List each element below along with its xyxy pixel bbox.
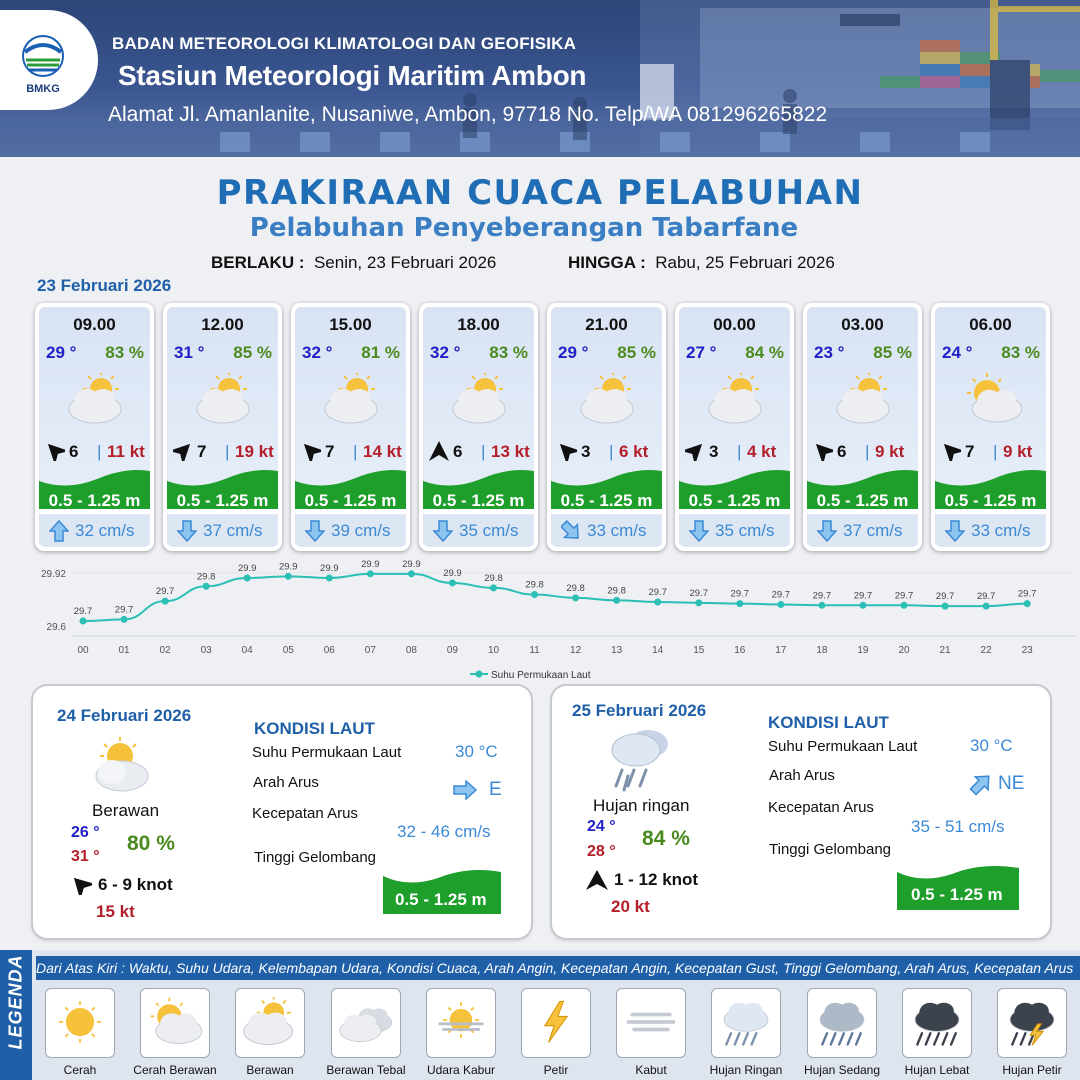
- card-body: [423, 307, 534, 509]
- day24-humidity: 80 %: [127, 832, 175, 855]
- cerah-icon: [45, 988, 115, 1058]
- card-body: [679, 307, 790, 509]
- forecast-card: [547, 303, 666, 551]
- card-separator: |: [737, 442, 742, 461]
- day24-tmax: 31 °: [71, 848, 100, 865]
- card-body: [551, 307, 662, 509]
- legend-label: Suhu Permukaan Laut: [491, 670, 591, 681]
- card-current: [935, 514, 1046, 547]
- card-wave-height: 0.5 - 1.25 m: [944, 491, 1037, 509]
- bmkg-logo: [18, 34, 68, 94]
- card-time: 12.00: [201, 315, 244, 334]
- day24-condition: Berawan: [92, 801, 160, 820]
- day24-date: 24 Februari 2026: [57, 706, 192, 725]
- card-time: 09.00: [73, 315, 116, 334]
- card-current-speed: 35 cm/s: [715, 521, 775, 540]
- station-name: Stasiun Meteorologi Maritim Ambon: [118, 60, 587, 91]
- card-time: 15.00: [329, 315, 372, 334]
- card-gust: 11 kt: [107, 442, 145, 461]
- wind-direction-icon: [586, 870, 608, 890]
- data-point: [777, 601, 784, 608]
- data-label: 29.7: [853, 590, 873, 602]
- forecast-card: [291, 303, 410, 551]
- card-gust: 19 kt: [235, 442, 274, 461]
- legend-label: Berawan: [246, 1063, 294, 1077]
- day24-curdir-label: Arah Arus: [253, 774, 319, 791]
- y-tick-label: 29.92: [40, 569, 66, 580]
- card-time: 06.00: [969, 315, 1012, 334]
- card-current-speed: 35 cm/s: [459, 521, 519, 540]
- data-point: [244, 574, 251, 581]
- valid-to-value: Rabu, 25 Februari 2026: [655, 253, 835, 272]
- x-tick-label: 04: [241, 645, 253, 656]
- card-separator: |: [993, 442, 998, 461]
- data-point: [983, 603, 990, 610]
- petir-icon: [521, 988, 591, 1058]
- card-temperature: 27 °: [686, 343, 717, 362]
- berawan-icon: [449, 373, 513, 425]
- card-temperature: 23 °: [814, 343, 845, 362]
- day25-curdir: NE: [998, 773, 1025, 794]
- kabut-icon: [616, 988, 686, 1058]
- day24-curspeed: 32 - 46 cm/s: [397, 822, 491, 841]
- card-wind-speed: 6: [69, 442, 79, 461]
- day25-curdir-label: Arah Arus: [769, 767, 835, 784]
- x-tick-label: 08: [405, 645, 417, 656]
- x-tick-label: 16: [734, 645, 746, 656]
- day25-wave: 0.5 - 1.25 m: [911, 885, 1003, 904]
- logo-text: BMKG: [26, 83, 60, 94]
- day24-sst: 30 °C: [455, 742, 498, 761]
- hujan-petir-icon: [997, 988, 1067, 1058]
- hujan-ringan-icon: [711, 988, 781, 1058]
- data-point: [449, 579, 456, 586]
- card-current: [551, 514, 662, 547]
- x-tick-label: 15: [693, 645, 705, 656]
- data-point: [654, 598, 661, 605]
- data-point: [901, 602, 908, 609]
- data-label: 29.7: [730, 588, 750, 600]
- card-temperature: 32 °: [430, 343, 461, 362]
- day25-humidity: 84 %: [642, 827, 690, 850]
- card-gust: 13 kt: [491, 442, 530, 461]
- day25-sst: 30 °C: [970, 736, 1013, 755]
- data-label: 29.7: [935, 591, 955, 603]
- station-address: Alamat Jl. Amanlanite, Nusaniwe, Ambon, 97718 No. Telp/WA 081296265822: [108, 103, 828, 126]
- data-point: [121, 616, 128, 623]
- day24-wave-label: Tinggi Gelombang: [254, 849, 377, 866]
- x-tick-label: 14: [652, 645, 664, 656]
- card-humidity: 83 %: [105, 343, 144, 362]
- data-point: [203, 583, 210, 590]
- current-direction-icon: [967, 770, 995, 798]
- port-name: Pelabuhan Penyeberangan Tabarfane: [249, 213, 799, 243]
- x-tick-label: 17: [775, 645, 787, 656]
- data-point: [695, 599, 702, 606]
- cloudy-icon: [90, 736, 152, 794]
- card-time: 18.00: [457, 315, 500, 334]
- data-label: 29.9: [237, 562, 257, 574]
- x-tick-label: 13: [611, 645, 623, 656]
- card-body: [167, 307, 278, 509]
- valid-to-label: HINGGA :: [568, 253, 646, 272]
- data-point: [613, 597, 620, 604]
- data-label: 29.9: [361, 560, 380, 570]
- data-label: 29.7: [976, 591, 996, 603]
- card-gust: 4 kt: [747, 442, 777, 461]
- data-label: 29.7: [155, 586, 175, 598]
- card-current: [167, 514, 278, 547]
- data-label: 29.9: [443, 567, 462, 579]
- data-point: [408, 570, 415, 577]
- data-label: 29.8: [525, 579, 544, 591]
- card-wave-height: 0.5 - 1.25 m: [304, 491, 397, 509]
- x-tick-label: 03: [200, 645, 212, 656]
- data-label: 29.9: [402, 560, 421, 570]
- down-arrow-icon: [433, 520, 453, 542]
- forecast-card: [35, 303, 154, 551]
- card-wind-speed: 6: [453, 442, 463, 461]
- down-arrow-icon: [177, 520, 197, 542]
- card-separator: |: [481, 442, 486, 461]
- down-right-arrow-icon: [561, 520, 581, 542]
- card-wave-height: 0.5 - 1.25 m: [688, 491, 781, 509]
- sst-chart: [30, 560, 1080, 685]
- x-tick-label: 18: [816, 645, 828, 656]
- x-tick-label: 05: [282, 645, 294, 656]
- down-arrow-icon: [817, 520, 837, 542]
- cerah-berawan-icon: [140, 988, 210, 1058]
- light-rain-icon: [606, 724, 676, 794]
- card-gust: 9 kt: [1003, 442, 1033, 461]
- wind-direction-icon: [941, 441, 961, 461]
- down-arrow-icon: [689, 520, 709, 542]
- day24-wind: 6 - 9 knot: [98, 875, 173, 894]
- berawan-icon: [235, 988, 305, 1058]
- x-tick-label: 19: [857, 645, 869, 656]
- x-tick-label: 06: [323, 645, 335, 656]
- card-humidity: 81 %: [361, 343, 400, 362]
- card-wind-speed: 6: [837, 442, 847, 461]
- data-label: 29.8: [607, 585, 626, 597]
- data-point: [736, 600, 743, 607]
- data-point: [367, 570, 374, 577]
- x-tick-label: 09: [446, 645, 459, 656]
- card-humidity: 85 %: [617, 343, 656, 362]
- page-title: PRAKIRAAN CUACA PELABUHAN: [216, 173, 864, 213]
- card-current: [423, 514, 534, 547]
- day24-wave: 0.5 - 1.25 m: [395, 890, 487, 909]
- day24-tmin: 26 °: [71, 824, 100, 841]
- card-temperature: 32 °: [302, 343, 333, 362]
- card-wave-height: 0.5 - 1.25 m: [176, 491, 269, 509]
- card-separator: |: [865, 442, 870, 461]
- legend-label: Hujan Lebat: [904, 1063, 970, 1077]
- day25-wave-label: Tinggi Gelombang: [769, 841, 892, 858]
- wind-direction-icon: [173, 441, 193, 461]
- day25-tmax: 28 °: [587, 843, 616, 860]
- x-tick-label: 02: [159, 645, 171, 656]
- data-point: [285, 573, 292, 580]
- legend-label: Cerah Berawan: [133, 1063, 217, 1077]
- card-gust: 6 kt: [619, 442, 649, 461]
- data-label: 29.7: [689, 587, 708, 599]
- x-tick-label: 01: [118, 645, 130, 656]
- card-gust: 9 kt: [875, 442, 905, 461]
- down-arrow-icon: [305, 520, 325, 542]
- data-label: 29.7: [648, 586, 667, 598]
- card-gust: 14 kt: [363, 442, 402, 461]
- day25-gust: 20 kt: [611, 897, 650, 916]
- card-humidity: 85 %: [873, 343, 912, 362]
- legend-description: Dari Atas Kiri : Waktu, Suhu Udara, Kelembapan Udara, Kondisi Cuaca, Arah Angin, Kecepatan Angin, Kecepatan Gust, Tinggi Gelombang, Arah Arus, Kecepatan Arus: [36, 956, 1080, 980]
- data-point: [326, 574, 333, 581]
- data-point: [162, 598, 169, 605]
- x-tick-label: 07: [364, 645, 376, 656]
- wind-direction-icon: [813, 441, 833, 461]
- data-label: 29.8: [196, 571, 216, 583]
- series-line: [83, 574, 1027, 621]
- data-label: 29.7: [812, 590, 832, 602]
- card-wind-speed: 3: [581, 442, 591, 461]
- wind-direction-icon: [45, 441, 65, 461]
- day25-tmin: 24 °: [587, 818, 616, 835]
- current-direction-icon: [452, 780, 480, 800]
- card-current-speed: 33 cm/s: [971, 521, 1031, 540]
- udara-kabur-icon: [426, 988, 496, 1058]
- card-current: [807, 514, 918, 547]
- day25-kondisi-title: KONDISI LAUT: [768, 713, 889, 732]
- card-temperature: 31 °: [174, 343, 205, 362]
- data-point: [818, 602, 825, 609]
- forecast-card: [675, 303, 794, 551]
- wind-direction-icon: [70, 875, 92, 895]
- card-humidity: 84 %: [745, 343, 784, 362]
- data-label: 29.7: [1017, 588, 1037, 600]
- berawan-icon: [193, 373, 257, 425]
- day25-date: 25 Februari 2026: [572, 701, 707, 720]
- data-label: 29.8: [484, 572, 503, 584]
- card-wave-height: 0.5 - 1.25 m: [816, 491, 909, 509]
- valid-from-value: Senin, 23 Februari 2026: [313, 253, 497, 272]
- card-temperature: 24 °: [942, 343, 973, 362]
- legend-label: Hujan Sedang: [803, 1063, 881, 1077]
- forecast-card: [931, 303, 1050, 551]
- berawan-icon: [705, 373, 769, 425]
- data-label: 29.7: [73, 606, 93, 618]
- hujan-lebat-icon: [902, 988, 972, 1058]
- data-label: 29.8: [566, 582, 585, 594]
- data-point: [80, 618, 87, 625]
- day24-curspeed-label: Kecepatan Arus: [252, 805, 358, 822]
- org-name: BADAN METEOROLOGI KLIMATOLOGI DAN GEOFISIKA: [112, 34, 577, 53]
- data-label: 29.7: [114, 604, 134, 616]
- day25-sst-label: Suhu Permukaan Laut: [768, 738, 918, 755]
- legend-label: Kabut: [635, 1063, 667, 1077]
- berawan-tebal-icon: [331, 988, 401, 1058]
- card-temperature: 29 °: [558, 343, 589, 362]
- card-temperature: 29 °: [46, 343, 77, 362]
- card-wave-height: 0.5 - 1.25 m: [432, 491, 525, 509]
- wind-direction-icon: [429, 441, 449, 461]
- y-tick-label: 29.6: [46, 622, 66, 633]
- down-arrow-icon: [945, 520, 965, 542]
- card-current-speed: 37 cm/s: [843, 521, 903, 540]
- berawan-icon: [65, 373, 129, 425]
- day25-curspeed: 35 - 51 cm/s: [911, 817, 1005, 836]
- legend-label: Hujan Ringan: [709, 1063, 783, 1077]
- legend-label: Berawan Tebal: [326, 1063, 406, 1077]
- card-wave-height: 0.5 - 1.25 m: [48, 491, 141, 509]
- cerah-berawan-icon: [961, 373, 1025, 425]
- card-wind-speed: 7: [197, 442, 207, 461]
- x-tick-label: 10: [487, 645, 500, 656]
- day24-curdir: E: [489, 779, 502, 800]
- card-humidity: 83 %: [489, 343, 528, 362]
- wind-direction-icon: [301, 441, 321, 461]
- card-separator: |: [353, 442, 358, 461]
- data-point: [531, 591, 538, 598]
- x-tick-label: 22: [980, 645, 992, 656]
- x-tick-label: 00: [77, 645, 89, 656]
- data-label: 29.7: [894, 590, 914, 602]
- card-current: [39, 514, 150, 547]
- card-humidity: 85 %: [233, 343, 272, 362]
- hujan-sedang-icon: [807, 988, 877, 1058]
- card-time: 03.00: [841, 315, 884, 334]
- legend-label: Cerah: [63, 1063, 97, 1077]
- legend-side-text: LEGENDA: [5, 954, 26, 1050]
- data-point: [1024, 600, 1031, 607]
- card-separator: |: [609, 442, 614, 461]
- x-tick-label: 20: [898, 645, 910, 656]
- x-tick-label: 11: [529, 645, 540, 656]
- data-point: [859, 602, 866, 609]
- data-label: 29.9: [320, 562, 339, 574]
- berawan-icon: [321, 373, 385, 425]
- legend-marker: [476, 671, 483, 678]
- card-current-speed: 39 cm/s: [331, 521, 391, 540]
- card-current: [679, 514, 790, 547]
- card-current-speed: 33 cm/s: [587, 521, 647, 540]
- data-label: 29.9: [279, 561, 298, 573]
- card-separator: |: [225, 442, 230, 461]
- day24-gust: 15 kt: [96, 902, 135, 921]
- data-point: [572, 594, 579, 601]
- forecast-card: [419, 303, 538, 551]
- card-current-speed: 32 cm/s: [75, 521, 135, 540]
- card-wind-speed: 7: [325, 442, 335, 461]
- legend-label: Petir: [543, 1063, 569, 1077]
- legend-label: Udara Kabur: [426, 1063, 496, 1077]
- today-date: 23 Februari 2026: [37, 276, 172, 295]
- data-point: [942, 603, 949, 610]
- card-time: 21.00: [585, 315, 628, 334]
- card-wave-height: 0.5 - 1.25 m: [560, 491, 653, 509]
- legend-label: Hujan Petir: [1002, 1063, 1062, 1077]
- x-tick-label: 21: [939, 645, 951, 656]
- card-humidity: 83 %: [1001, 343, 1040, 362]
- card-wind-speed: 7: [965, 442, 975, 461]
- wind-direction-icon: [685, 441, 705, 461]
- day25-wind: 1 - 12 knot: [614, 870, 699, 889]
- berawan-icon: [577, 373, 641, 425]
- day24-sst-label: Suhu Permukaan Laut: [252, 744, 402, 761]
- card-time: 00.00: [713, 315, 756, 334]
- valid-from-label: BERLAKU :: [211, 253, 305, 272]
- wind-direction-icon: [557, 441, 577, 461]
- card-wind-speed: 3: [709, 442, 719, 461]
- berawan-icon: [833, 373, 897, 425]
- up-arrow-icon: [49, 520, 69, 542]
- card-separator: |: [97, 442, 102, 461]
- card-body: [807, 307, 918, 509]
- forecast-card: [163, 303, 282, 551]
- card-body: [935, 307, 1046, 509]
- card-current-speed: 37 cm/s: [203, 521, 263, 540]
- card-current: [295, 514, 406, 547]
- x-tick-label: 12: [570, 645, 582, 656]
- x-tick-label: 23: [1021, 645, 1033, 656]
- data-label: 29.7: [771, 589, 791, 601]
- day25-condition: Hujan ringan: [593, 796, 690, 815]
- header-banner: [0, 0, 1080, 157]
- valid-to: [568, 253, 835, 273]
- valid-from: [211, 253, 496, 273]
- forecast-card: [803, 303, 922, 551]
- card-body: [39, 307, 150, 509]
- card-body: [295, 307, 406, 509]
- day24-kondisi-title: KONDISI LAUT: [254, 719, 375, 738]
- day25-curspeed-label: Kecepatan Arus: [768, 799, 874, 816]
- data-point: [490, 584, 497, 591]
- legend-side-title: [0, 950, 32, 1080]
